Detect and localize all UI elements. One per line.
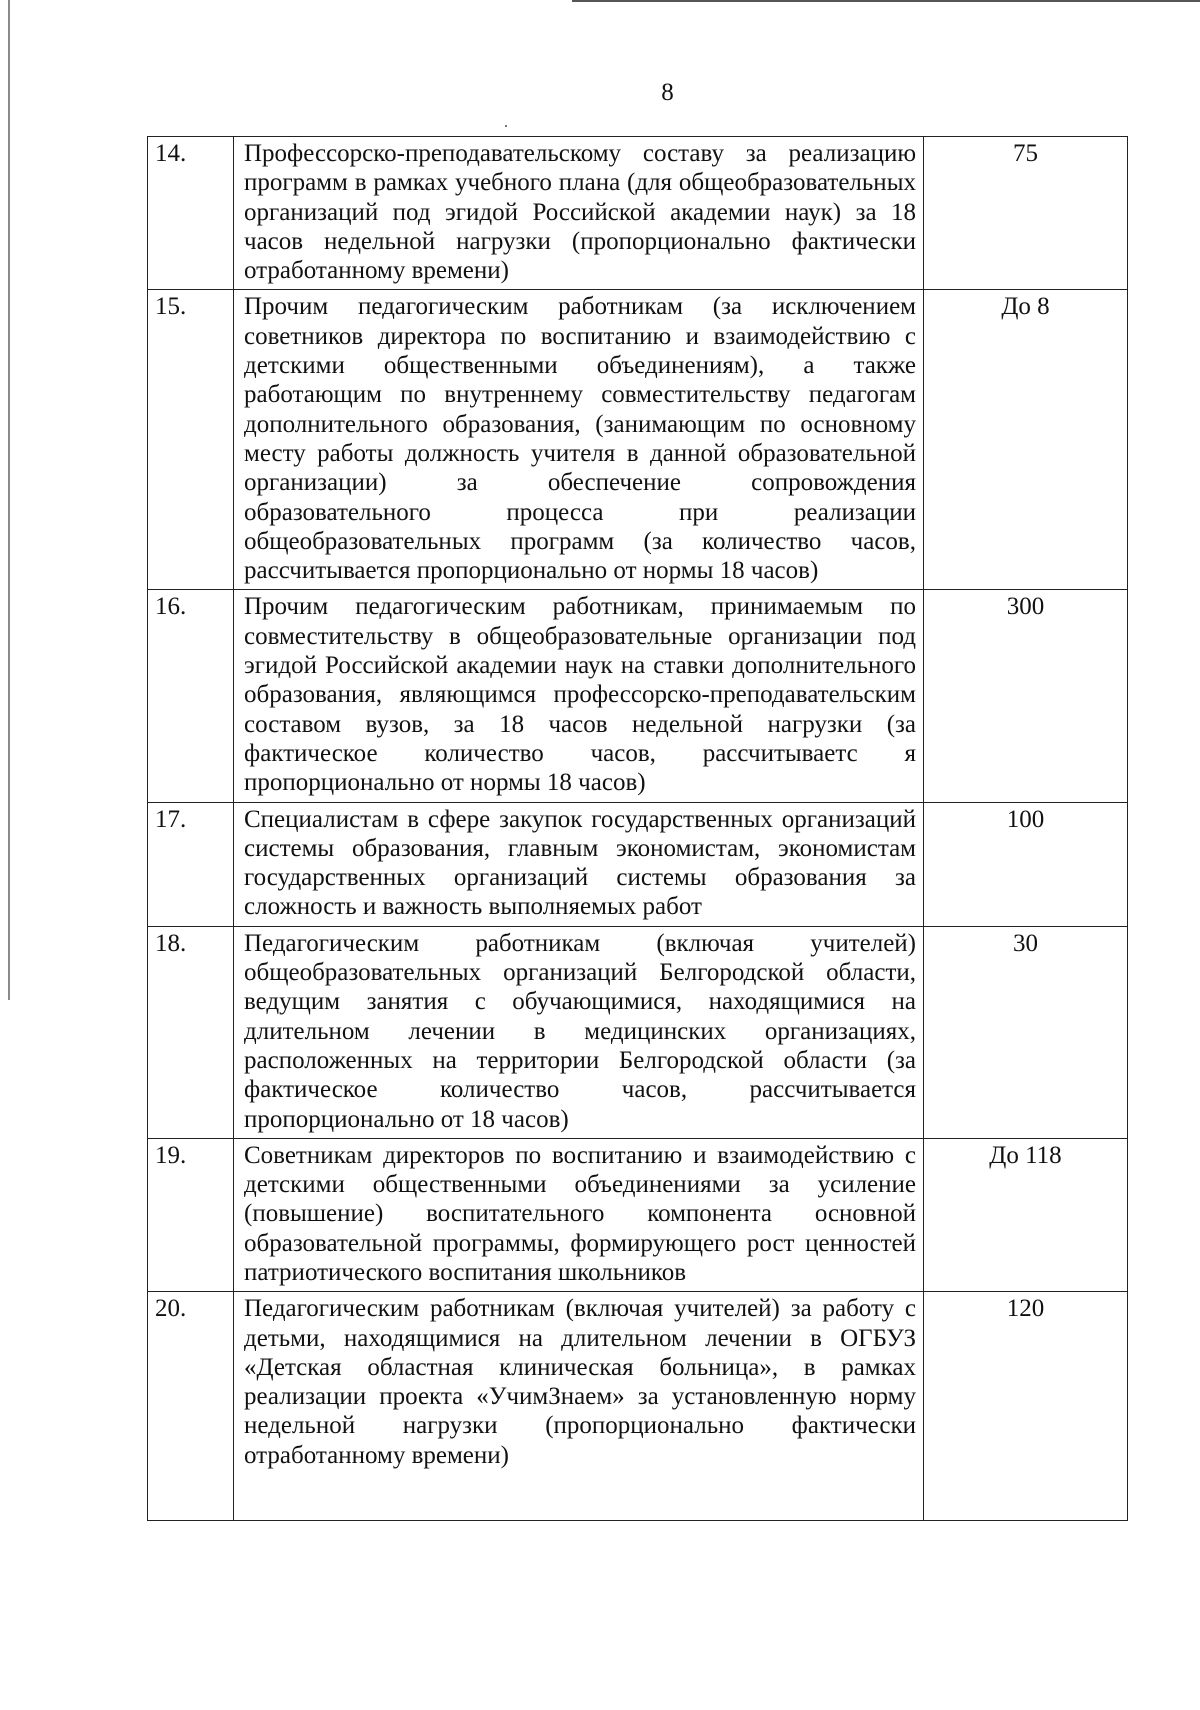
row-description: Прочим педагогическим работникам, принимаемым по совместительству в общеобразовательные организации под эгидой Российской академии наук на ставки дополнительного образования, являющимся профессорско-преподавательским составом вузов, за 18 часов недельной нагрузки (за фактическое количество часов, рассчитываетс я пропорционально от нормы 18 часов) [234, 590, 924, 802]
row-description: Специалистам в сфере закупок государственных организаций системы образования, главным экономистам, экономистам государственных организаций системы образования за сложность и важность выполняемых работ [234, 802, 924, 926]
row-value: 75 [924, 137, 1128, 290]
row-description: Педагогическим работникам (включая учителей) за работу с детьми, находящимися на длительном лечении в ОГБУЗ «Детская областная клиническая больница», в рамках реализации проекта «УчимЗнаем» за установленную норму недельной нагрузки (пропорционально фактически отработанному времени) [234, 1292, 924, 1521]
row-number: 20. [148, 1292, 234, 1521]
table-row [148, 1292, 1128, 1521]
table-row [148, 590, 1128, 802]
table-row [148, 290, 1128, 590]
payments-table [147, 136, 1128, 1521]
row-value: До 118 [924, 1138, 1128, 1291]
row-number: 14. [148, 137, 234, 290]
scan-speck [505, 125, 507, 127]
row-description: Советникам директоров по воспитанию и взаимодействию с детскими общественными объединениями за усиление (повышение) воспитательного компонента основной образовательной программы, формирующего рост ценностей патриотического воспитания школьников [234, 1138, 924, 1291]
table-row [148, 137, 1128, 290]
row-number: 19. [148, 1138, 234, 1291]
row-value: 100 [924, 802, 1128, 926]
row-value: 120 [924, 1292, 1128, 1521]
row-number: 16. [148, 590, 234, 802]
table-row [148, 926, 1128, 1138]
row-value: До 8 [924, 290, 1128, 590]
table-row [148, 802, 1128, 926]
row-number: 15. [148, 290, 234, 590]
row-description: Прочим педагогическим работникам (за исключением советников директора по воспитанию и взаимодействию с детскими общественными объединениям), а также работающим по внутреннему совместительству педагогам дополнительного образования, (занимающим по основному месту работы должность учителя в данной образовательной организации) за обеспечение сопровождения образовательного процесса при реализации общеобразовательных программ (за количество часов, рассчитывается пропорционально от нормы 18 часов) [234, 290, 924, 590]
row-description: Профессорско-преподавательскому составу за реализацию программ в рамках учебного плана (для общеобразовательных организаций под эгидой Российской академии наук) за 18 часов недельной нагрузки (пропорционально фактически отработанному времени) [234, 137, 924, 290]
row-number: 17. [148, 802, 234, 926]
scan-edge-top [572, 0, 1200, 2]
row-value: 300 [924, 590, 1128, 802]
scan-edge-left [8, 0, 10, 1000]
page-number: 8 [661, 79, 674, 106]
row-value: 30 [924, 926, 1128, 1138]
row-description: Педагогическим работникам (включая учителей) общеобразовательных организаций Белгородской области, ведущим занятия с обучающимися, находящимися на длительном лечении в медицинских организациях, расположенных на территории Белгородской области (за фактическое количество часов, рассчитывается пропорционально от 18 часов) [234, 926, 924, 1138]
table-row [148, 1138, 1128, 1291]
row-number: 18. [148, 926, 234, 1138]
